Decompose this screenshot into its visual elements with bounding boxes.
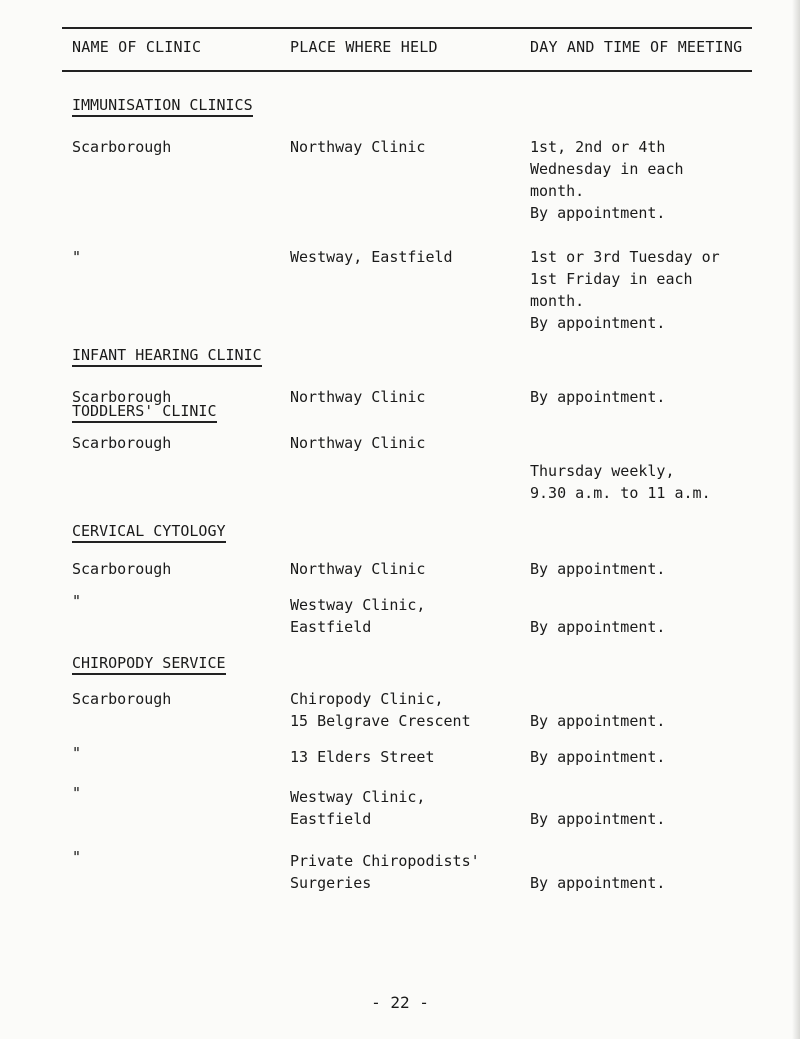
section-title-cervical-cytology: CERVICAL CYTOLOGY (72, 522, 226, 543)
clinic-place: Northway Clinic (290, 138, 426, 156)
clinic-name: Scarborough (72, 138, 172, 156)
header-name-of-clinic: NAME OF CLINIC (72, 38, 202, 56)
section-title-chiropody: CHIROPODY SERVICE (72, 654, 226, 675)
clinic-time: By appointment. (530, 388, 666, 406)
clinic-name: Scarborough (72, 434, 172, 452)
section-title-toddlers: TODDLERS' CLINIC (72, 402, 217, 423)
clinic-place: 13 Elders Street (290, 748, 435, 766)
clinic-place: Northway Clinic (290, 560, 426, 578)
clinic-time: By appointment. (530, 618, 666, 636)
clinic-place: Chiropody Clinic, 15 Belgrave Crescent (290, 690, 471, 730)
clinic-time: 1st, 2nd or 4th Wednesday in each month. By appointment. (530, 138, 684, 222)
clinic-name-ditto: " (72, 848, 82, 866)
clinic-time: By appointment. (530, 874, 666, 892)
header-place-where-held: PLACE WHERE HELD (290, 38, 438, 56)
page-number: - 22 - (371, 993, 429, 1012)
clinic-place: Westway, Eastfield (290, 248, 453, 266)
clinic-place: Northway Clinic (290, 434, 426, 452)
clinic-name-ditto: " (72, 784, 82, 802)
section-title-infant-hearing: INFANT HEARING CLINIC (72, 346, 262, 367)
clinic-time: By appointment. (530, 748, 666, 766)
clinic-time: By appointment. (530, 560, 666, 578)
clinic-place: Westway Clinic, Eastfield (290, 596, 426, 636)
clinic-place: Private Chiropodists' Surgeries (290, 852, 480, 892)
clinic-time: Thursday weekly, 9.30 a.m. to 11 a.m. (530, 462, 711, 502)
clinic-name: Scarborough (72, 690, 172, 708)
top-rule (62, 27, 752, 29)
header-day-and-time: DAY AND TIME OF MEETING (530, 38, 743, 56)
clinic-place: Northway Clinic (290, 388, 426, 406)
clinic-time: 1st or 3rd Tuesday or 1st Friday in each month. By appointment. (530, 248, 720, 332)
clinic-time: By appointment. (530, 810, 666, 828)
clinic-time: By appointment. (530, 712, 666, 730)
clinic-name: Scarborough (72, 388, 172, 406)
page-edge-shadow (792, 0, 800, 1039)
clinic-place: Westway Clinic, Eastfield (290, 788, 426, 828)
clinic-name-ditto: " (72, 248, 82, 266)
clinic-name: Scarborough (72, 560, 172, 578)
clinic-name-ditto: " (72, 744, 82, 762)
clinic-name-ditto: " (72, 592, 82, 610)
header-rule (62, 70, 752, 72)
section-title-immunisation: IMMUNISATION CLINICS (72, 96, 253, 117)
